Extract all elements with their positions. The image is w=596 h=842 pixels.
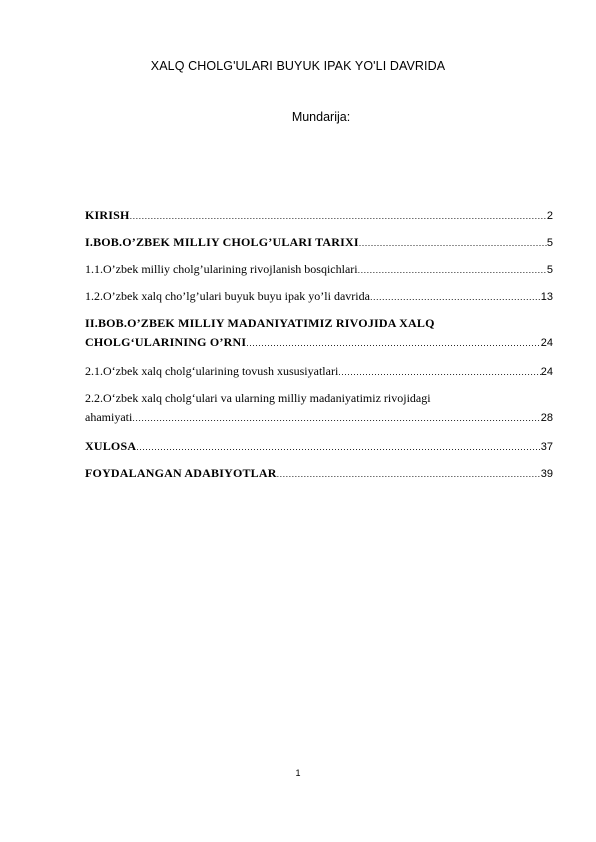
toc-page-number: 5	[546, 237, 553, 249]
toc-dot-leader	[132, 413, 540, 423]
toc-entry-section-2-1[interactable]	[85, 364, 553, 391]
toc-dot-leader	[358, 265, 547, 275]
toc-dot-leader	[136, 442, 541, 452]
toc-page-number: 37	[540, 441, 553, 453]
toc-entry-title: 2.1.O‘zbek xalq cholg‘ularining tovush xususiyatlari	[85, 364, 339, 378]
table-of-contents	[85, 208, 553, 493]
toc-entry-title: 1.1.O’zbek milliy cholg’ularining rivojlanish bosqichlari	[85, 262, 358, 276]
document-title: XALQ CHOLG'ULARI BUYUK IPAK YO'LI DAVRIDA	[150, 59, 446, 73]
page-number: 1	[295, 768, 301, 778]
toc-entry-title: FOYDALANGAN ADABIYOTLAR	[85, 466, 277, 480]
toc-entry-kirish[interactable]	[85, 208, 553, 235]
toc-page-number: 24	[540, 366, 553, 378]
toc-entry-title: II.BOB.O’ZBEK MILLIY MADANIYATIMIZ RIVOJIDA XALQ	[85, 316, 435, 330]
toc-dot-leader	[130, 211, 547, 221]
toc-page-number: 13	[540, 291, 553, 303]
toc-entry-chapter-1[interactable]	[85, 235, 553, 262]
toc-entry-section-1-2[interactable]	[85, 289, 553, 316]
toc-entry-title-continued: ahamiyati	[85, 410, 133, 424]
toc-entry-xulosa[interactable]	[85, 439, 553, 466]
toc-entry-title-continued: CHOLG‘ULARINING O’RNI	[85, 335, 247, 349]
toc-entry-title: I.BOB.O’ZBEK MILLIY CHOLG’ULARI TARIXI	[85, 235, 359, 249]
toc-page-number: 39	[540, 468, 553, 480]
toc-page-number: 2	[546, 210, 553, 222]
toc-entry-chapter-2-line-1[interactable]	[85, 316, 553, 335]
toc-entry-chapter-2[interactable]	[85, 335, 553, 364]
toc-dot-leader	[277, 469, 541, 479]
toc-entry-section-1-1[interactable]	[85, 262, 553, 289]
toc-entry-section-2-2-line-1[interactable]	[85, 391, 553, 410]
toc-entry-title: 2.2.O‘zbek xalq cholg‘ulari va ularning milliy madaniyatimiz rivojidagi	[85, 391, 431, 405]
toc-entry-section-2-2[interactable]	[85, 410, 553, 439]
toc-page-number: 28	[540, 412, 553, 424]
toc-page-number: 5	[546, 264, 553, 276]
toc-entry-title: KIRISH	[85, 208, 130, 222]
toc-page-number: 24	[540, 337, 553, 349]
toc-dot-leader	[370, 292, 541, 302]
toc-entry-title: 1.2.O’zbek xalq cho’lg’ulari buyuk buyu ipak yo’li davrida	[85, 289, 370, 303]
toc-dot-leader	[338, 367, 540, 377]
toc-dot-leader	[246, 338, 541, 348]
toc-entry-references[interactable]	[85, 466, 553, 493]
toc-dot-leader	[359, 238, 547, 248]
toc-entry-title: XULOSA	[85, 439, 137, 453]
toc-heading: Mundarija:	[291, 110, 351, 124]
